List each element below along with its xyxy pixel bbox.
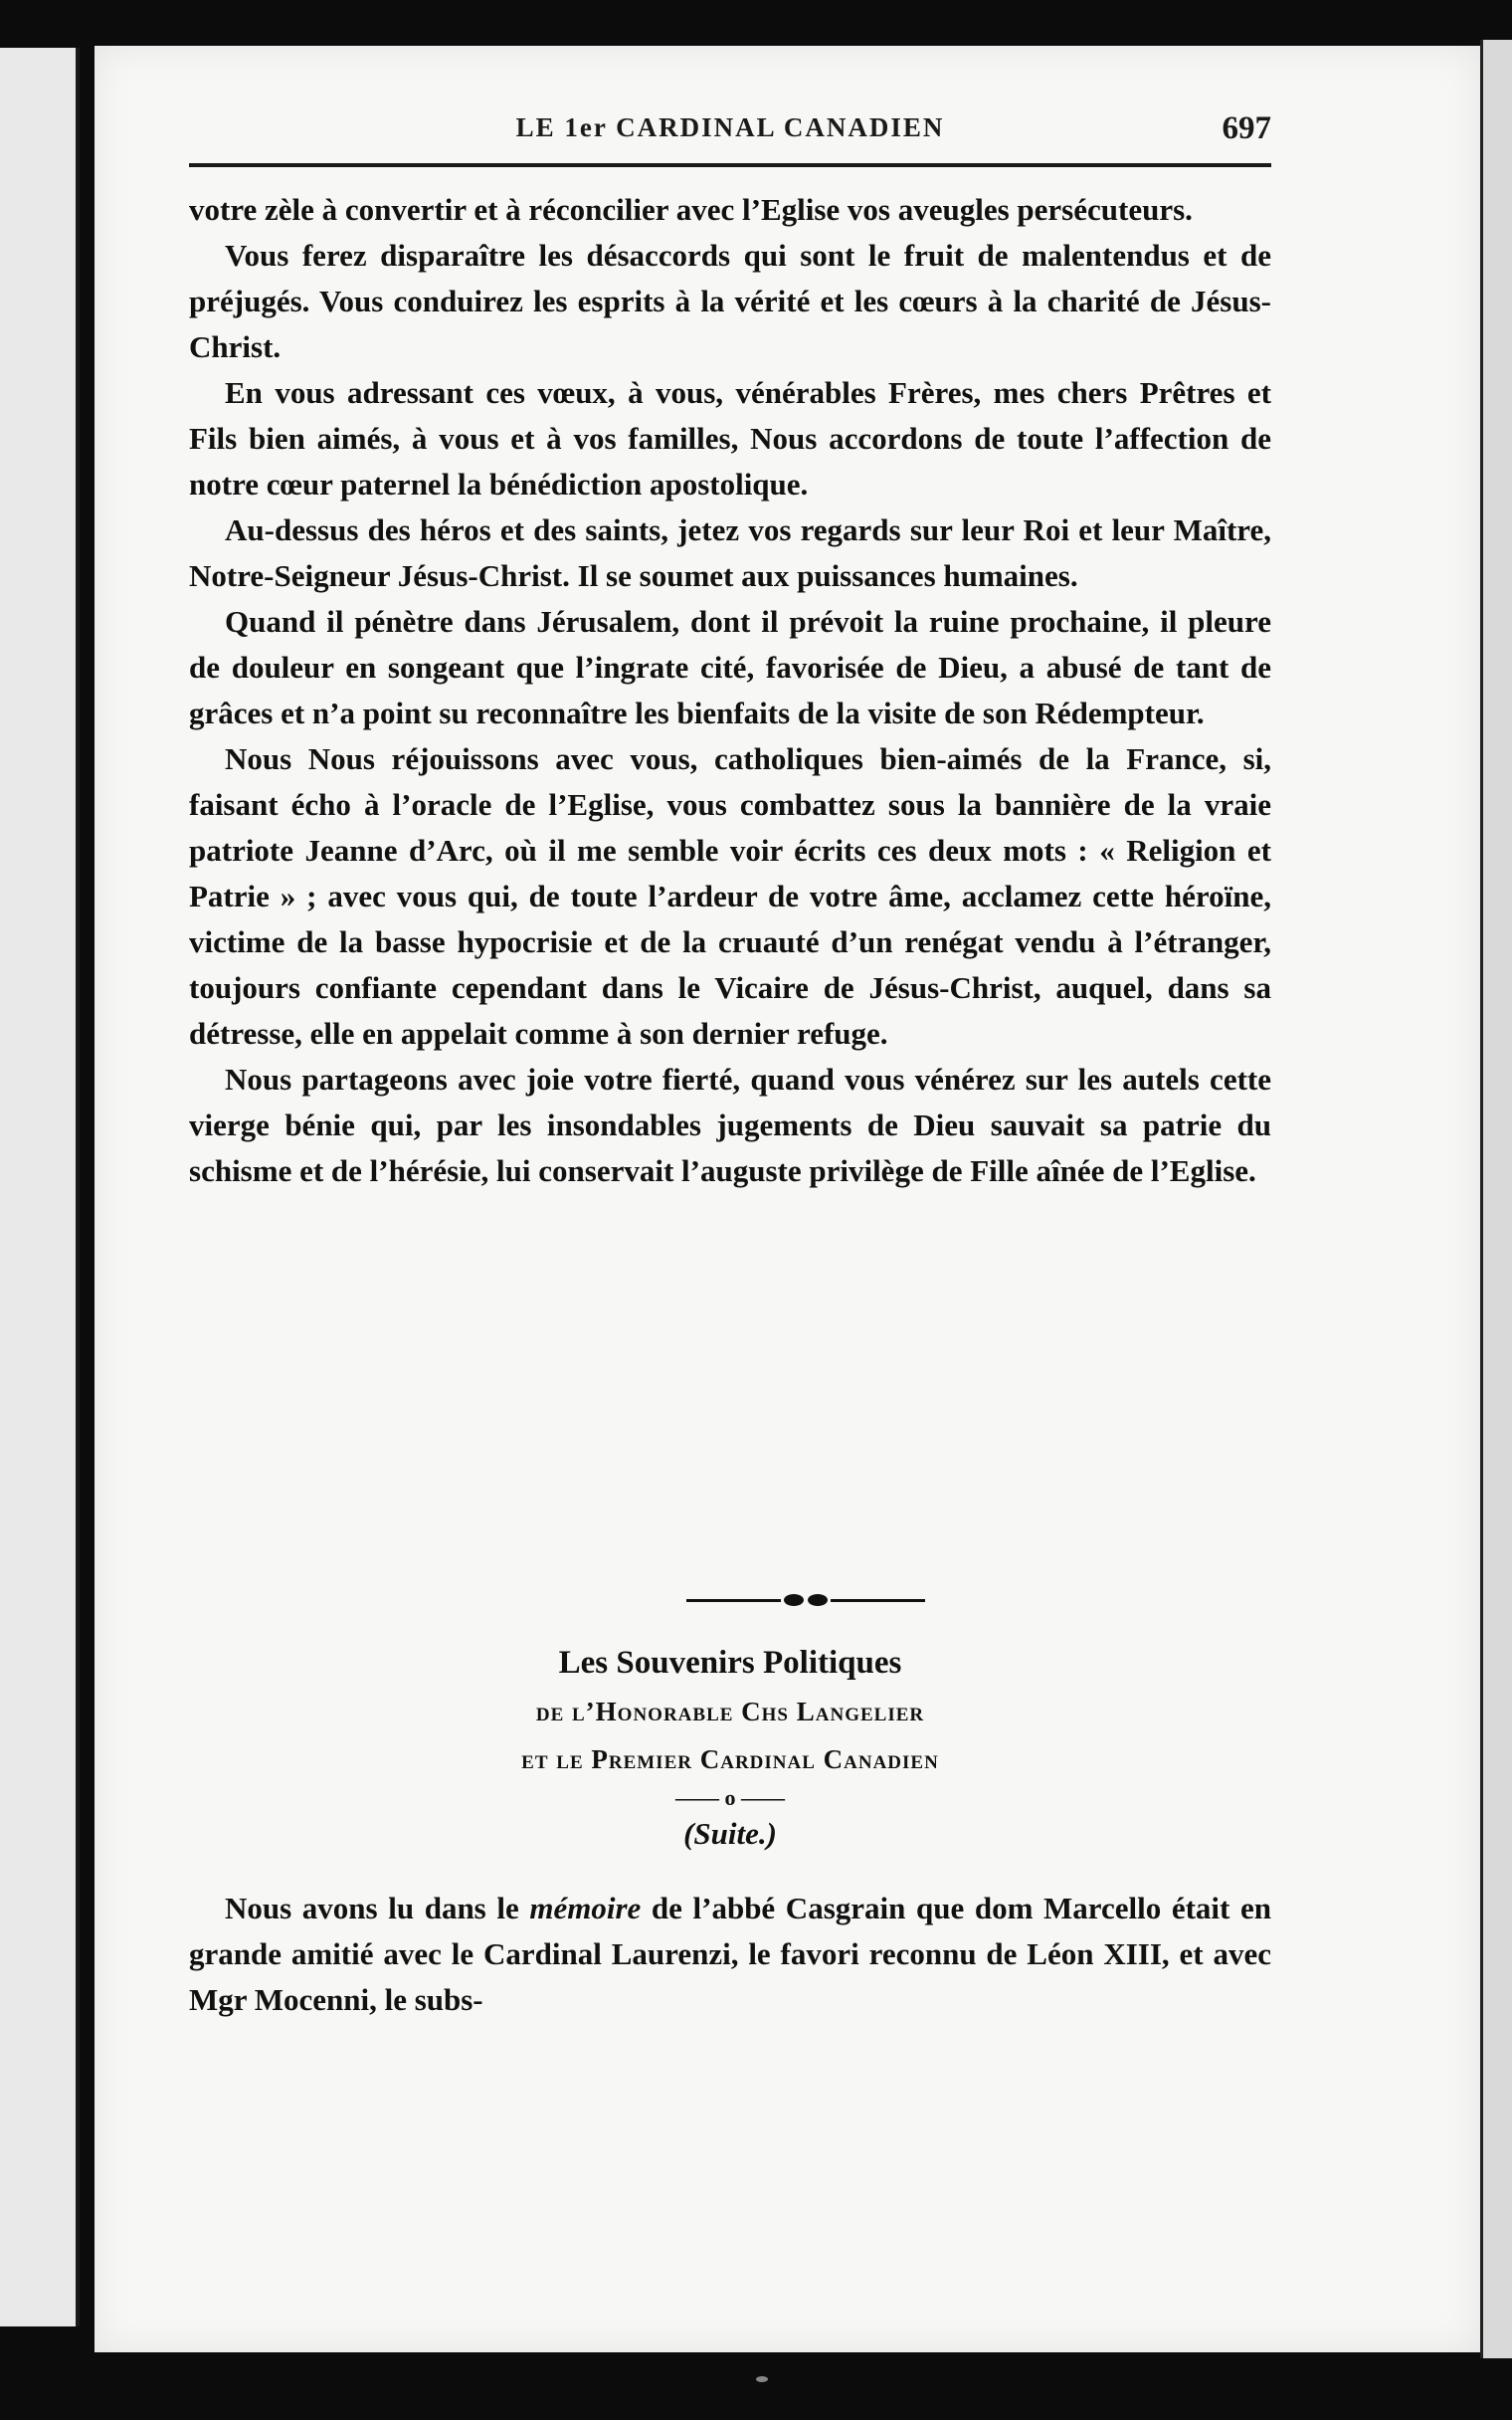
page-number: 697	[1222, 110, 1271, 146]
emphasis: mémoire	[529, 1891, 642, 1925]
paragraph: Quand il pénètre dans Jérusalem, dont il prévoit la ruine prochaine, il pleure de douleur en songeant que l’ingrate cité, favorisée de Dieu, a abusé de tant de grâces et n’a point su reconnaître les bienfaits de la visite de son Rédempteur.	[189, 604, 1271, 730]
section-subtitle: et le Premier Cardinal Canadien	[521, 1744, 939, 1774]
paragraph: En vous adressant ces vœux, à vous, vénérables Frères, mes chers Prêtres et Fils bien aimés, à vous et à vos familles, Nous accordons de toute l’affection de notre cœur paternel la bénédiction apostolique.	[189, 375, 1271, 502]
scan-speck	[756, 2376, 768, 2382]
text-run: de l’abbé Casgrain que dom Marcello était en grande amitié avec le Cardinal Laurenzi, le favori reconnu de Léon XIII, et avec Mgr Mocenni, le subs-	[189, 1891, 1271, 2017]
continuation-note: (Suite.)	[683, 1816, 777, 1851]
section-separator: —— o ——	[675, 1785, 785, 1810]
closing-text	[189, 1886, 1271, 2023]
adjacent-page-edge	[0, 48, 80, 2326]
section-heading	[189, 1630, 1271, 1855]
paragraph: Vous ferez disparaître les désaccords qui sont le fruit de malentendus et de préjugés. Vous conduirez les esprits à la vérité et les cœurs à la charité de Jésus-Christ.	[189, 238, 1271, 364]
section-subtitle: de l’Honorable Chs Langelier	[535, 1697, 925, 1726]
body-text	[189, 187, 1271, 1194]
paragraph: votre zèle à convertir et à réconcilier avec l’Eglise vos aveugles persécuteurs.	[189, 192, 1193, 227]
page-binding-edge	[1480, 40, 1512, 2358]
running-title: LE 1er CARDINAL CANADIEN	[515, 112, 945, 142]
section-ornament	[686, 1590, 925, 1610]
paragraph: Nous Nous réjouissons avec vous, catholiques bien-aimés de la France, si, faisant écho à l’oracle de l’Eglise, vous combattez sous la bannière de la vraie patriote Jeanne d’Arc, où il me semble voir écrits ces deux mots : « Religion et Patrie » ; avec vous qui, de toute l’ardeur de votre âme, acclamez cette héroïne, victime de la basse hypocrisie et de la cruauté d’un renégat vendu à l’étranger, toujours confiante cependant dans le Vicaire de Jésus-Christ, auquel, dans sa détresse, elle en appelait comme à son dernier refuge.	[189, 741, 1271, 1051]
paragraph	[189, 1886, 1271, 2023]
paragraph: Nous partageons avec joie votre fierté, quand vous vénérez sur les autels cette vierge bénie qui, par les insondables jugements de Dieu sauvait sa patrie du schisme et de l’hérésie, lui conservait l’auguste privilège de Fille aînée de l’Eglise.	[189, 1062, 1271, 1188]
paragraph: Au-dessus des héros et des saints, jetez vos regards sur leur Roi et leur Maître, Notre-Seigneur Jésus-Christ. Il se soumet aux puissances humaines.	[189, 512, 1271, 593]
section-title: Les Souvenirs Politiques	[558, 1645, 902, 1681]
text-run: Nous avons lu dans le	[225, 1891, 530, 1925]
header-rule	[189, 163, 1271, 167]
